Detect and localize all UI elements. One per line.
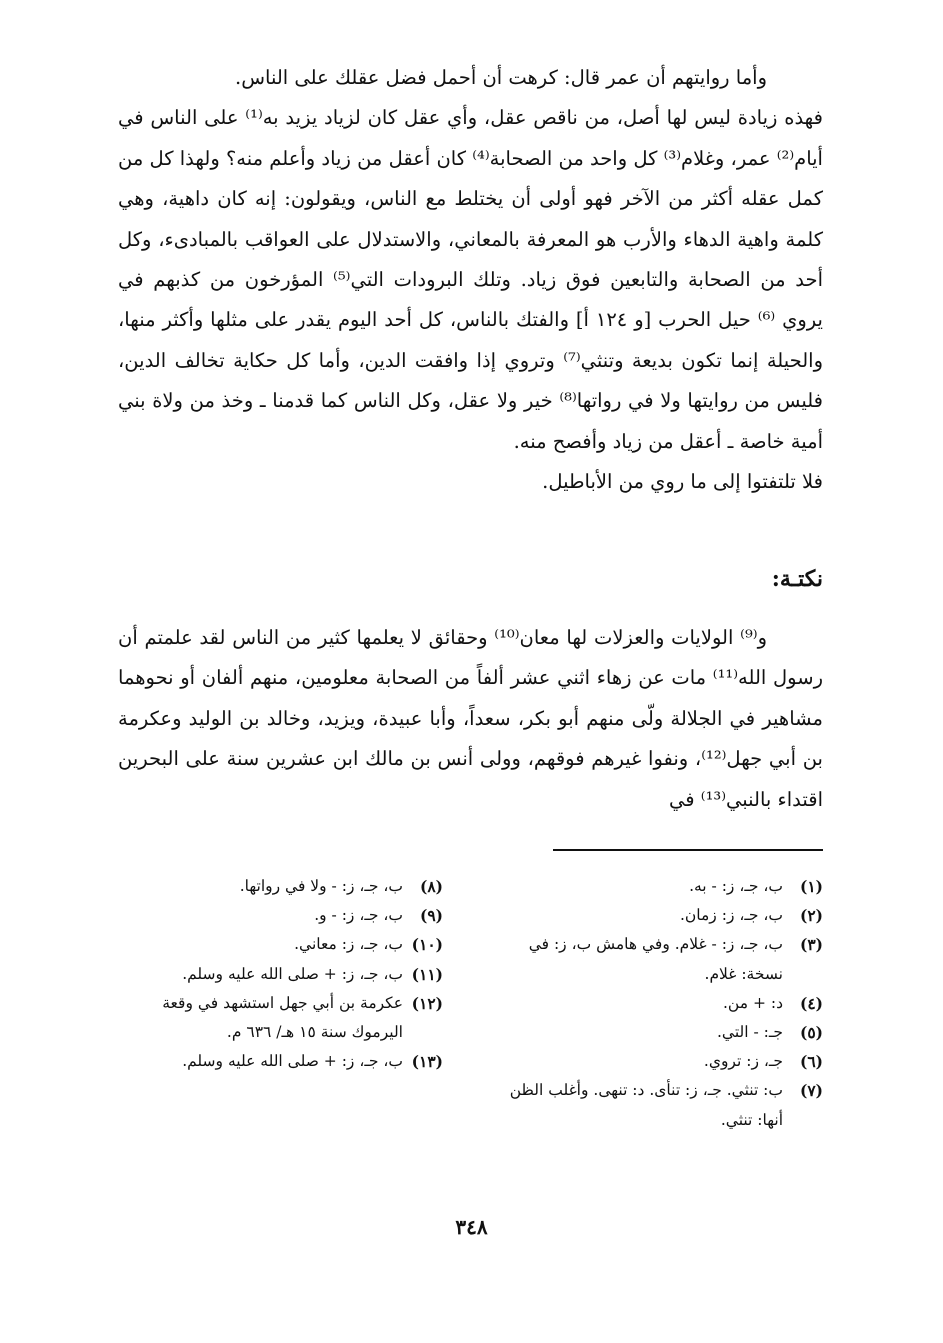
footnote-number: (٨) [419, 877, 443, 896]
footnotes-right-column [483, 872, 823, 1135]
footnote [108, 1047, 443, 1076]
page-number: ٣٤٨ [455, 1215, 488, 1239]
footnote [483, 1076, 823, 1134]
footnote-text: جـ، ز: تروي. [703, 1052, 783, 1071]
footnote-text: عكرمة بن أبي جهل استشهد في وقعة اليرموك سنة ١٥ هـ/ ٦٣٦ م. [162, 993, 403, 1042]
footnote-text: ب، جـ، ز: معاني. [294, 935, 403, 954]
section-heading: نكتـة: [771, 566, 823, 592]
footnote-text: ب: تنثي. جـ، ز: تنأى. د: تنهى. وأغلب الظن أنها: تنثي. [509, 1081, 783, 1129]
footnote-number: (١١) [411, 964, 443, 984]
footnote-number: (١٢) [411, 993, 443, 1013]
footnote-text: ب، جـ، ز: - و. [314, 906, 403, 925]
footnote [483, 989, 823, 1018]
footnote [108, 960, 443, 989]
footnote-number: (١٣) [411, 1052, 443, 1072]
footnote [483, 1047, 823, 1076]
footnote-text: ب، جـ، ز: - غلام. وفي هامش ب، ز: في نسخة: غلام. [528, 935, 783, 983]
footnote-number: (٤) [799, 993, 823, 1013]
footnote-number: (١) [799, 877, 823, 896]
paragraph-2: فهذه زيادة ليس لها أصل، من ناقص عقل، وأي عقل كان لزياد يزيد به⁽¹⁾ على الناس في أيام⁽²⁾ عمر، وغلام⁽³⁾ كل واحد من الصحابة⁽⁴⁾ كان أعقل من زياد وأعلم منه؟ ولهذا كل من كمل عقله أكثر من الآخر فهو أولى أن يختلط مع الناس، ويقولون: إنه كان داهية، وهي كلمة واهية الدهاء والأرب هو المعرفة بالمعاني، والاستدلال على العواقب بالمبادىء، وكل أحد من الصحابة والتابعين فوق زياد. وتلك البرودات التي⁽⁵⁾ المؤرخون من كذبهم في يروي ⁽⁶⁾ حيل الحرب [و ١٢٤ أ] والفتك بالناس، كل أحد اليوم يقدر على مثلها وأكثر منها، والحيلة إنما تكون بديعة وتنثي⁽⁷⁾ وتروي إذا وافقت الدين، وأما كل حكاية تخالف الدين، فليس من روايتها ولا في رواتها⁽⁸⁾ خير ولا عقل، وكل الناس كما قدمنا ـ وخذ من ولاة بني أمية خاصة ـ أعقل من زياد وأفصح منه. [118, 106, 824, 453]
footnote [108, 930, 443, 959]
footnote-separator [553, 849, 823, 851]
footnote [108, 989, 443, 1047]
footnote-text: ب، جـ، ز: - به. [689, 877, 783, 895]
footnote [483, 1018, 823, 1047]
footnote-text: ب، جـ، ز: + صلى الله عليه وسلم. [182, 1052, 403, 1071]
paragraph-3: فلا تلتفتوا إلى ما روي من الأباطيل. [542, 470, 823, 494]
main-text [118, 58, 823, 502]
footnote [483, 930, 823, 988]
footnote-number: (٢) [799, 906, 823, 926]
footnote [108, 872, 443, 901]
footnote-number: (٦) [799, 1052, 823, 1072]
footnote-text: د: + من. [723, 993, 783, 1012]
paragraph-4: و⁽⁹⁾ الولايات والعزلات لها معان⁽¹⁰⁾ وحقائق لا يعلمها كثير من الناس لقد علمتم أن رسول الله⁽¹¹⁾ مات عن زهاء اثني عشر ألفاً من الصحابة معلومين، منهم ألفان أو نحوهما مشاهير في الجلالة ولّى منهم أبو بكر، سعداً، وأبا عبيدة، ويزيد، وخالد بن الوليد وعكرمة بن أبي جهل⁽¹²⁾، ونفوا غيرهم فوقهم، وولى أنس بن مالك ابن عشرين سنة على البحرين اقتداء بالنبي⁽¹³⁾ في [118, 626, 823, 811]
footnote-text: ب، جـ، ز: زمان. [679, 906, 783, 925]
footnote-number: (١٠) [411, 935, 443, 955]
footnote-number: (٩) [419, 906, 443, 926]
footnote-text: جـ: - التي. [717, 1023, 783, 1042]
main-text-2 [118, 618, 823, 820]
footnote-number: (٥) [799, 1023, 823, 1043]
paragraph-1: وأما روايتهم أن عمر قال: كرهت أن أحمل فضل عقلك على الناس. [235, 66, 767, 89]
footnote-number: (٣) [799, 935, 823, 955]
footnote-text: ب، جـ، ز: - ولا في رواتها. [239, 877, 403, 895]
footnote-text: ب، جـ، ز: + صلى الله عليه وسلم. [182, 964, 403, 983]
footnote-number: (٧) [799, 1081, 823, 1101]
footnote [483, 901, 823, 930]
footnote [108, 901, 443, 930]
footnote [483, 872, 823, 901]
footnotes-left-column [108, 872, 443, 1076]
